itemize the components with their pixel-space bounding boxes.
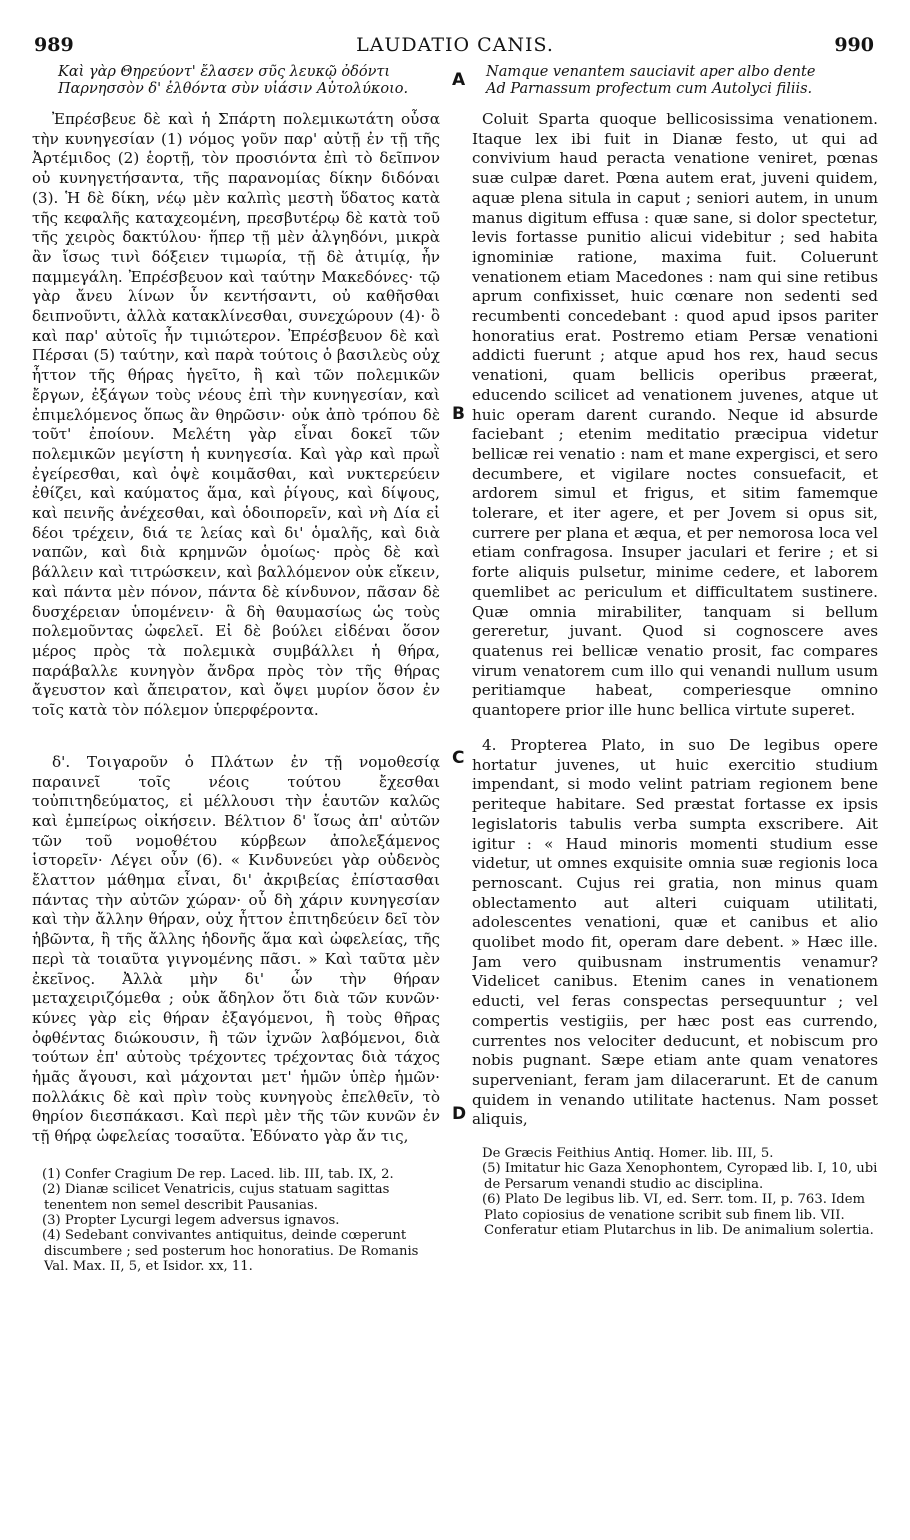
page-number-right: 990 bbox=[834, 34, 874, 56]
latin-paragraph-2: 4. Propterea Plato, in suo De legibus opere hortatur juvenes, ut huic exercitio studium impendant, si modo velint patriam regionem bene periteque habitare. Sed præstat fortasse ex ipsis legislatoris tabulis verba sumpta exscribere. Ait igitur : « Haud minoris momenti studium esse videtur, ut omnes exquisite omnia suæ regionis loca pernoscant. Cujus rei gratia, non minus quam oblectamento aut alteri cuiquam utilitati, adolescentes venationi, quæ et canibus et alio quolibet modo fit, operam dare debent. » Hæc ille. Jam vero quibusnam instrumentis venamur? Videlicet canibus. Etenim canes in venationem educti, vel feras conspectas persequuntur ; vel compertis vestigiis, per hæc post eas currendo, currentes nos velociter deducunt, et nobiscum pro nobis pugnant. Sæpe etiam ante quam venatores superveniant, feram jam dilacerarunt. Et de canum quidem in venando utilitate hactenus. Nam posset aliquis, bbox=[472, 735, 878, 1129]
margin-letter-d: D bbox=[452, 1104, 467, 1124]
page-number-left: 989 bbox=[34, 34, 74, 56]
margin-letter-c: C bbox=[452, 748, 465, 768]
footnote-3: (3) Propter Lycurgi legem adversus ignavos. bbox=[42, 1213, 340, 1229]
margin-letter-b: B bbox=[452, 404, 465, 424]
greek-paragraph-1: Ἐπρέσβευε δὲ καὶ ἡ Σπάρτη πολεμικωτάτη οὖσα τὴν κυνηγεσίαν (1) νόμος γοῦν παρ' αὐτῇ ἐν τῇ τῆς Ἀρτέμιδος (2) ἑορτῇ, τὸν προσιόντα ἐπὶ τὸ δεῖπνον οὐ κυνηγετήσαντα, τῆς παρανομίας δίκην διδόναι (3). Ἡ δὲ δίκη, νέῳ μὲν καλπὶς μεστὴ ὕδατος κατὰ τῆς κεφαλῆς καταχεομένη, πρεσβυτέρῳ δὲ κατὰ τοῦ τῆς χειρὸς δακτύλου· ἥπερ τῇ μὲν ἀλγηδόνι, μικρὰ ἂν ἴσως τινὶ δόξειεν τιμωρία, τῇ δὲ ἀτιμίᾳ, ἦν παμμεγάλη. Ἐπρέσβευον καὶ ταύτην Μακεδόνες· τῷ γὰρ ἄνευ λίνων ὗν κεντήσαντι, οὐ καθῆσθαι δειπνοῦντι, ἀλλὰ κατακλίνεσθαι, συνεχώρουν (4)· ὃ καὶ παρ' αὐτοῖς ἦν τιμιώτερον. Ἐπρέσβευον δὲ καὶ Πέρσαι (5) ταύτην, καὶ παρὰ τούτοις ὁ βασιλεὺς οὐχ ἧττον τῆς θήρας ἡγεῖτο, ἢ καὶ τῶν πολεμικῶν ἔργων, ἐξάγων τοὺς νέους ἐπὶ τὴν κυνηγεσίαν, καὶ ἐπιμελόμενος ὅπως ἂν θηρῶσιν· οὐκ ἀπὸ τρόπου δὲ τοῦτ' ἐποίουν. Μελέτη γὰρ εἶναι δοκεῖ τῶν πολεμικῶν μεγίστη ἡ κυνηγεσία. Καὶ γὰρ καὶ πρωῒ ἐγείρεσθαι, καὶ ὀψὲ κοιμᾶσθαι, καὶ νυκτερεύειν ἐθίζει, καὶ καύματος ἅμα, καὶ ῥίγους, καὶ δίψους, καὶ πεινῆς ἀνέχεσθαι, καὶ ὁδοιπορεῖν, καὶ νὴ Δία εἰ δέοι τρέχειν, διά τε λείας καὶ δι' ὁμαλῆς, καὶ διὰ ναπῶν, καὶ διὰ κρημνῶν ὁμοίως· πρὸς δὲ καὶ βάλλειν καὶ τιτρώσκειν, καὶ βαλλόμενον οὐκ εἴκειν, καὶ πάντα μὲν πόνον, πάντα δὲ κίνδυνον, πᾶσαν δὲ δυσχέρειαν ὑπομένειν· ἃ δὴ θαυμασίως ὡς τοὺς πολεμοῦντας ὠφελεῖ. Εἰ δὲ βούλει εἰδέναι ὅσον μέρος πρὸς τὰ πολεμικὰ συμβάλλει ἡ θήρα, παράβαλλε κυνηγὸν ἄνδρα πρὸς τὸν τῆς θήρας ἄγευστον καὶ ἄπειρατον, καὶ ὄψει μυρίον ὅσον ἐν τοῖς κατὰ τὸν πόλεμον ὑπερφέροντα. bbox=[32, 110, 440, 720]
latin-verse-line-2: Ad Parnassum profectum cum Autolyci filiis. bbox=[486, 81, 813, 97]
running-title: LAUDATIO CANIS. bbox=[356, 34, 554, 56]
footnote-continuation: De Græcis Feithius Antiq. Homer. lib. III, 5. bbox=[482, 1146, 774, 1162]
footnote-5: (5) Imitatur hic Gaza Xenophontem, Cyropæd lib. I, 10, ubi de Persarum venandi studio ac disciplina. bbox=[482, 1161, 878, 1192]
footnote-6: (6) Plato De legibus lib. VI, ed. Serr. tom. II, p. 763. Idem Plato copiosius de venatione scribit sub finem lib. VII. Conferatur etiam Plutarchus in lib. De animalium solertia. bbox=[482, 1192, 874, 1239]
greek-footnotes bbox=[32, 1167, 440, 1275]
margin-letter-a: A bbox=[452, 70, 466, 90]
footnote-1: (1) Confer Cragium De rep. Laced. lib. III, tab. IX, 2. bbox=[42, 1166, 394, 1182]
greek-verse-line-1: Καὶ γὰρ Θηρεύοντ' ἔλασεν σῦς λευκῷ ὀδόντι bbox=[58, 64, 391, 80]
greek-column bbox=[32, 64, 440, 1504]
footnote-2: (2) Dianæ scilicet Venatricis, cujus statuam sagittas tenentem non semel describit Pausanias. bbox=[42, 1182, 390, 1213]
greek-paragraph-2: δ'. Τοιγαροῦν ὁ Πλάτων ἐν τῇ νομοθεσίᾳ παραινεῖ τοῖς νέοις τούτου ἔχεσθαι τοὐπιτηδεύματος, εἰ μέλλουσι τὴν ἑαυτῶν καλῶς καὶ ἐμπείρως οἰκήσειν. Βέλτιον δ' ἴσως ἀπ' αὐτῶν τῶν τοῦ νομοθέτου κύρβεων ἀπολεξάμενος ἱστορεῖν· Λέγει οὖν (6). « Κινδυνεύει γὰρ οὐδενὸς ἔλαττον μάθημα εἶναι, δι' ἀκριβείας ἐπίστασθαι πάντας τὴν αὐτῶν χώραν· οὗ δὴ χάριν κυνηγεσίαν καὶ τὴν ἄλλην θήραν, οὐχ ἧττον ἐπιτηδεύειν δεῖ τὸν ἡβῶντα, ἢ τῆς ἄλλης ἡδονῆς ἅμα καὶ ὠφελείας, τῆς περὶ τὰ τοιαῦτα γιγνομένης πᾶσι. » Καὶ ταῦτα μὲν ἐκεῖνος. Ἀλλὰ μὴν δι' ὧν τὴν θήραν μεταχειριζόμεθα ; οὐκ ἄδηλον ὅτι διὰ τῶν κυνῶν· κύνες γὰρ εἰς θήραν ἐξαγόμενοι, ἢ τοὺς θῆρας ὀφθέντας διώκουσιν, ἢ τῶν ἰχνῶν λαβόμενοι, διὰ τούτων ἐπ' αὐτοὺς τρέχοντες τρέχοντας διὰ τάχος ἡμᾶς ἄγουσι, καὶ μάχονται μετ' ἡμῶν ὑπὲρ ἡμῶν· πολλάκις δὲ καὶ πρὶν τοὺς κυνηγοὺς ἐπελθεῖν, τὸ θηρίον διεσπάκασι. Καὶ περὶ μὲν τῆς τῶν κυνῶν ἐν τῇ θήρᾳ ὠφελείας τοσαῦτα. Ἐδύνατο γὰρ ἄν τις, bbox=[32, 752, 440, 1146]
latin-verse-line-1: Namque venantem sauciavit aper albo dente bbox=[486, 64, 816, 80]
latin-column bbox=[472, 64, 878, 1504]
greek-verse-line-2: Παρνησσὸν δ' ἐλθόντα σὺν υἱάσιν Αὐτολύκοιο. bbox=[58, 81, 409, 97]
latin-footnotes bbox=[472, 1146, 878, 1238]
page-header bbox=[0, 30, 910, 66]
footnote-4: (4) Sedebant convivantes antiquitus, deinde cœperunt discumbere ; sed posterum hoc honoratius. De Romanis Val. Max. II, 5, et Isidor. xx, 11. bbox=[42, 1228, 419, 1275]
latin-paragraph-1: Coluit Sparta quoque bellicosissima venationem. Itaque lex ibi fuit in Dianæ festo, ut qui ad convivium haud peracta venatione veniret, pœnas suæ culpæ daret. Pœna autem erat, juveni quidem, aquæ plena situla in caput ; seniori autem, in unum manus digitum effusa : quæ sane, si dolor spectetur, levis fortasse punitio alicui videbitur ; sed habita ignominiæ ratione, maxima fuit. Coluerunt venationem etiam Macedones : nam qui sine retibus aprum confixisset, huic cœnare non sedenti sed recumbenti concedebant : quod apud ipsos pariter honoratius erat. Postremo etiam Persæ venationi addicti fuerunt ; atque apud hos rex, haud secus venationi, quam bellicis operibus præerat, educendo scilicet ad venationem juvenes, atque ut huic operam darent curando. Neque id absurde faciebant ; etenim meditatio præcipua videtur bellicæ rei venatio : nam et mane expergisci, et sero decumbere, et vigilare noctes consuefacit, et ardorem simul et frigus, et sitim famemque tolerare, et iter agere, et per Jovem si opus sit, currere per plana et æqua, et per nemorosa loca vel etiam confragosa. Insuper jaculari et ferire ; et si forte aliquis pulsetur, minime cedere, et laborem quemlibet ac periculum et difficultatem sustinere. Quæ omnia mirabiliter, tanquam si bellum gereretur, juvant. Quod si cognoscere aves quatenus rei bellicæ venatio prosit, fac compares virum venatorem cum illo qui venandi nullum usum peritiamque habeat, comperiesque omnino quantopere prior ille hunc bellica virtute superet. bbox=[472, 110, 878, 720]
